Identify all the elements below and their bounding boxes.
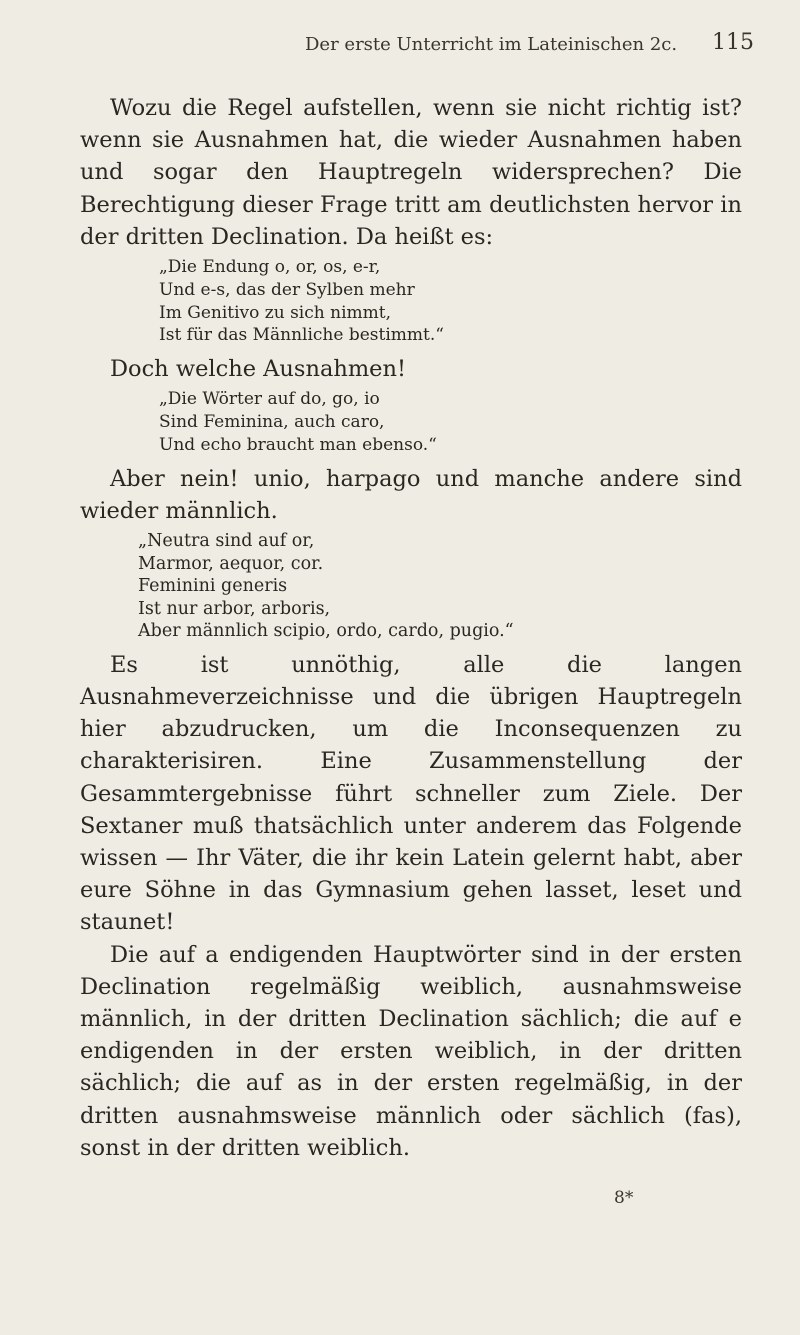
verse-rule-endings — [80, 256, 742, 347]
verse-line: „Die Endung o, or, os, e-r, — [159, 257, 381, 278]
paragraph-4: Es ist unnöthig, alle die langen Ausnahmeverzeichnisse und die übrigen Hauptregeln hier abzudrucken, um die Inconsequenzen zu charakterisiren. Eine Zusammenstellung der Gesammtergebnisse führt schneller zum Ziele. Der Sextaner muß thatsächlich unter anderem das Folgende wissen — Ihr Väter, die ihr kein Latein gelernt habt, aber eure Söhne in das Gymnasium gehen lasset, leset und staunet! — [80, 651, 742, 936]
page-body — [80, 92, 742, 1164]
verse-line: Ist nur arbor, arboris, — [138, 598, 331, 619]
paragraph-5: Die auf a endigenden Hauptwörter sind in der ersten Declination regelmäßig weiblich, ausnahmsweise männlich, in der dritten Declination sächlich; die auf e endigenden in der ersten weiblich, in der dritten sächlich; die auf as in der ersten regelmäßig, in der dritten ausnahmsweise männlich oder sächlich (fas), sonst in der dritten weiblich. — [80, 941, 742, 1161]
verse-line: Aber männlich scipio, ordo, cardo, pugio.“ — [138, 621, 514, 642]
verse-line: Und echo braucht man ebenso.“ — [159, 435, 437, 455]
running-title: Der erste Unterricht im Lateinischen 2c. — [305, 34, 678, 55]
verse-line: Feminini generis — [138, 576, 288, 597]
verse-neutra — [80, 530, 742, 643]
verse-line: Marmor, aequor, cor. — [138, 553, 324, 574]
verse-line: Ist für das Männliche bestimmt.“ — [159, 325, 444, 346]
paragraph-1: Wozu die Regel aufstellen, wenn sie nicht richtig ist? wenn sie Ausnahmen hat, die wieder Ausnahmen haben und sogar den Hauptregeln widersprechen? Die Berechtigung dieser Frage tritt am deutlichsten hervor in der dritten Declination. Da heißt es: — [80, 95, 742, 250]
verse-line: „Die Wörter auf do, go, io — [159, 389, 380, 410]
verse-line: Sind Feminina, auch caro, — [159, 412, 385, 433]
paragraph-2: Doch welche Ausnahmen! — [110, 356, 407, 383]
verse-line: Im Genitivo zu sich nimmt, — [159, 302, 391, 323]
verse-line: Und e-s, das der Sylben mehr — [159, 279, 415, 300]
page-number: 115 — [712, 30, 754, 55]
paragraph-3: Aber nein! unio, harpago und manche andere sind wieder männlich. — [80, 465, 742, 524]
signature-mark: 8* — [614, 1188, 634, 1208]
verse-exceptions — [80, 388, 742, 456]
page-header — [0, 30, 800, 60]
verse-line: „Neutra sind auf or, — [138, 531, 315, 552]
